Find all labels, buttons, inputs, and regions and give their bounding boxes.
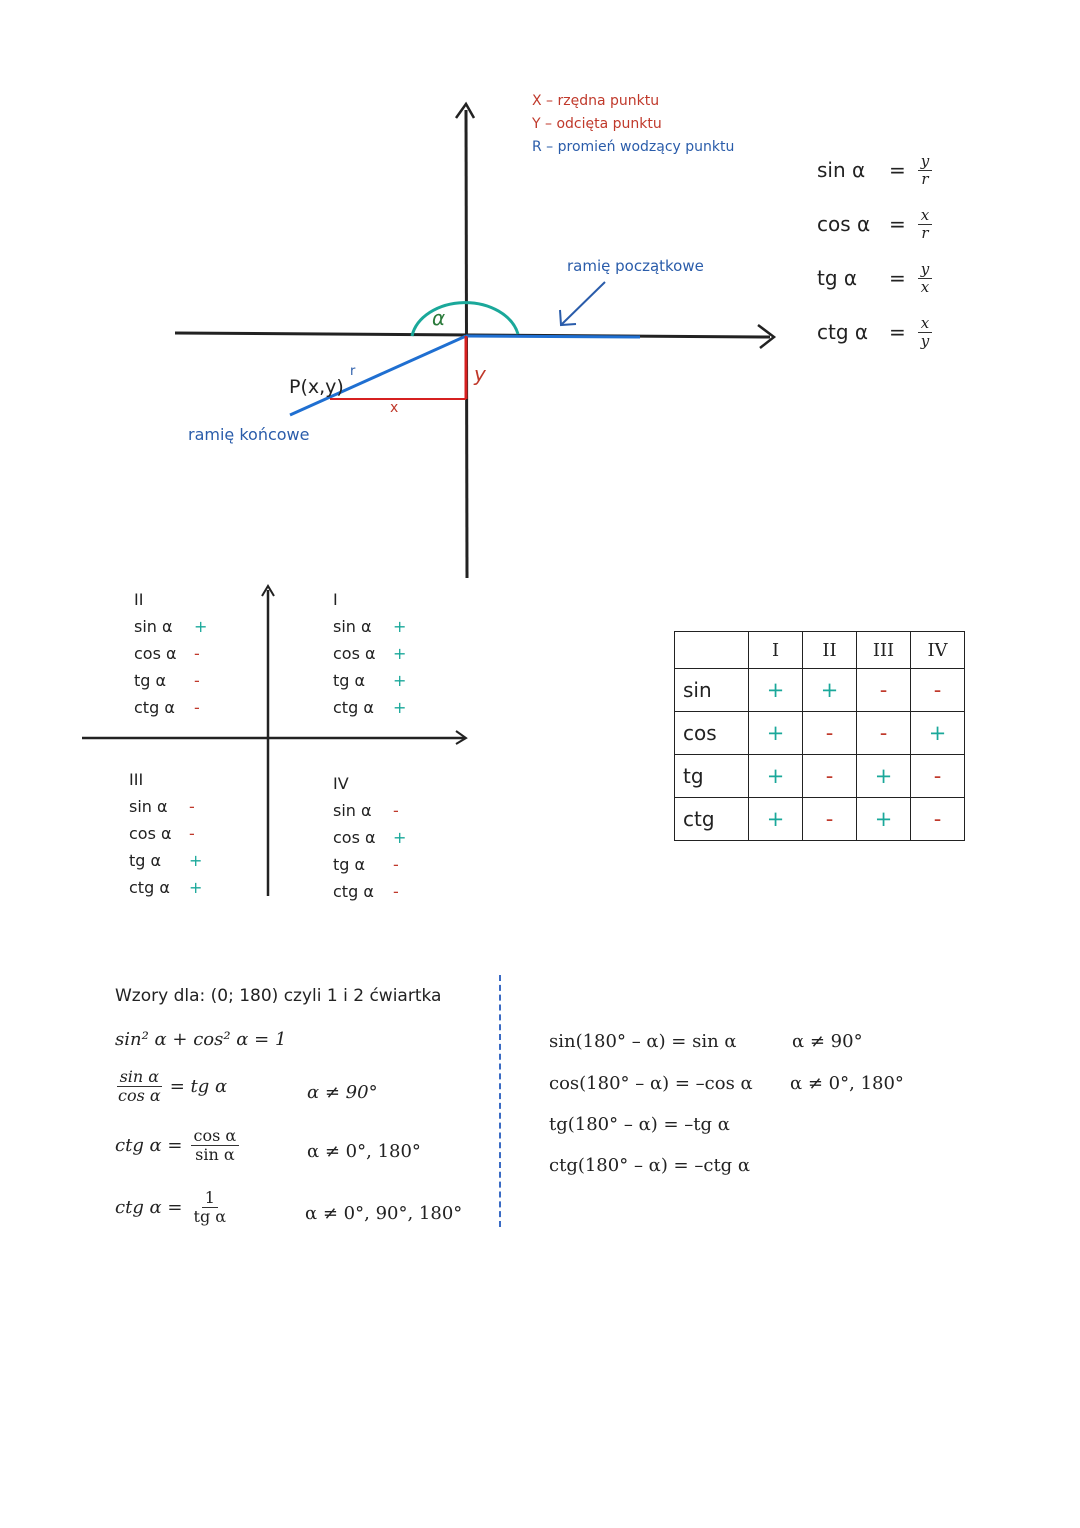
q3-row: [129, 847, 202, 874]
quadrant-ii: [134, 586, 207, 721]
q3-fn-3: ctg α: [129, 878, 170, 897]
q2-row: [134, 613, 207, 640]
table-row: [675, 755, 965, 798]
tg-rhs: = tg α: [169, 1075, 228, 1097]
q2-row: [134, 640, 207, 667]
table-row-fn: sin: [675, 669, 749, 712]
q1-row: [333, 640, 406, 667]
q3-sign-0: -: [189, 797, 195, 816]
ctg1-condition: α ≠ 0°, 180°: [307, 1141, 421, 1162]
table-row-fn: cos: [675, 712, 749, 755]
q1-fn-0: sin α: [333, 617, 372, 636]
def-cos-fn: cos α: [817, 212, 871, 236]
x-mark: x: [390, 400, 399, 416]
def-ctg-den: y: [920, 331, 930, 350]
sign-table-header-cell: IV: [911, 632, 965, 669]
q1-fn-3: ctg α: [333, 698, 374, 717]
q4-name: IV: [333, 774, 349, 793]
point-label: P(x,y): [289, 376, 344, 398]
q1-sign-3: +: [393, 698, 407, 717]
quadrant-iii: [129, 766, 202, 901]
def-sin-frac: [918, 153, 932, 187]
def-cos-den: r: [921, 223, 929, 242]
reduction-ctg: ctg(180° – α) = –ctg α: [549, 1155, 751, 1176]
tg-frac: [115, 1068, 164, 1104]
def-sin-num: y: [918, 153, 932, 171]
q2-sign-0: +: [194, 617, 208, 636]
ctg1-lhs: ctg α =: [115, 1134, 183, 1156]
reduction-cond-1: α ≠ 90°: [792, 1031, 863, 1052]
def-cos-num: x: [918, 207, 932, 225]
def-tg-fn: tg α: [817, 266, 858, 290]
reduction-tg: tg(180° – α) = –tg α: [549, 1114, 730, 1135]
table-cell: +: [857, 798, 911, 841]
q1-fn-1: cos α: [333, 644, 376, 663]
end-arm-label: ramię końcowe: [188, 425, 310, 444]
legend-y: Y – odcięta punktu: [532, 116, 662, 132]
quadrant-diagram: [0, 580, 500, 910]
sign-table: [674, 631, 965, 841]
def-tg-frac: [918, 261, 932, 295]
q1-row: [333, 613, 406, 640]
q1-row: [333, 667, 406, 694]
q4-sign-3: -: [393, 882, 399, 901]
q2-sign-2: -: [194, 671, 200, 690]
def-tg: tg α = $\frac{y}{x}$: [817, 256, 932, 300]
table-cell: +: [749, 755, 803, 798]
table-cell: +: [749, 712, 803, 755]
quadrant-iv: [333, 770, 406, 905]
def-cos: cos α = $\frac{x}{r}$: [817, 202, 932, 246]
def-ctg-frac: [918, 315, 932, 349]
table-cell: +: [911, 712, 965, 755]
table-cell: +: [749, 798, 803, 841]
quadrant-i: [333, 586, 406, 721]
sign-table-header: [675, 632, 965, 669]
q4-sign-1: +: [393, 828, 407, 847]
pythagorean-identity: sin² α + cos² α = 1: [115, 1029, 287, 1050]
initial-arm: [466, 336, 640, 337]
q4-row: [333, 878, 406, 905]
q3-sign-2: +: [189, 851, 203, 870]
q1-row: [333, 694, 406, 721]
q4-fn-3: ctg α: [333, 882, 374, 901]
legend-r: R – promień wodzący punktu: [532, 139, 735, 155]
table-cell: +: [857, 755, 911, 798]
q2-fn-1: cos α: [134, 644, 177, 663]
q3-fn-2: tg α: [129, 851, 162, 870]
reduction-cos: cos(180° – α) = –cos α: [549, 1073, 753, 1094]
table-cell: -: [803, 755, 857, 798]
tg-formula: [115, 1068, 227, 1104]
table-cell: -: [911, 755, 965, 798]
q4-row: [333, 797, 406, 824]
start-arm-pointer: [562, 282, 605, 324]
table-cell: -: [803, 712, 857, 755]
ctg-formula-1: [115, 1127, 239, 1163]
q3-row: [129, 874, 202, 901]
section-divider: [499, 975, 501, 1227]
q1-sign-0: +: [393, 617, 407, 636]
q2-row: [134, 667, 207, 694]
reduction-cond-2: α ≠ 0°, 180°: [790, 1073, 904, 1094]
q3-sign-1: -: [189, 824, 195, 843]
start-arm-label: ramię początkowe: [567, 257, 704, 275]
ctg1-num: cos α: [191, 1127, 240, 1146]
sign-table-corner: [675, 632, 749, 669]
tg-num: sin α: [117, 1068, 163, 1087]
q1-fn-2: tg α: [333, 671, 366, 690]
sign-table-header-cell: I: [749, 632, 803, 669]
ctg-formula-2: [115, 1189, 229, 1225]
alpha-label: α: [432, 306, 446, 330]
table-row: [675, 669, 965, 712]
ctg1-frac: [191, 1127, 240, 1163]
table-cell: -: [911, 669, 965, 712]
q4-fn-1: cos α: [333, 828, 376, 847]
table-cell: +: [803, 669, 857, 712]
def-sin-fn: sin α: [817, 158, 866, 182]
def-sin-den: r: [921, 169, 929, 188]
q4-row: [333, 824, 406, 851]
ctg2-den: tg α: [193, 1206, 227, 1226]
tg-condition: α ≠ 90°: [307, 1082, 378, 1103]
q2-row: [134, 694, 207, 721]
ctg2-condition: α ≠ 0°, 90°, 180°: [305, 1203, 463, 1224]
reduction-sin: sin(180° – α) = sin α: [549, 1031, 737, 1052]
def-tg-num: y: [918, 261, 932, 279]
def-tg-den: x: [920, 277, 930, 296]
q4-fn-0: sin α: [333, 801, 372, 820]
ctg2-lhs: ctg α =: [115, 1196, 183, 1218]
q2-name: II: [134, 590, 144, 609]
q4-sign-0: -: [393, 801, 399, 820]
q1-name: I: [333, 590, 338, 609]
ctg2-frac: [191, 1189, 230, 1225]
table-cell: -: [911, 798, 965, 841]
def-ctg-num: x: [918, 315, 932, 333]
table-cell: +: [749, 669, 803, 712]
q3-sign-3: +: [189, 878, 203, 897]
q2-fn-2: tg α: [134, 671, 167, 690]
table-row: [675, 798, 965, 841]
sign-table-header-cell: III: [857, 632, 911, 669]
table-cell: -: [803, 798, 857, 841]
q2-sign-1: -: [194, 644, 200, 663]
def-ctg: ctg α = $\frac{x}{y}$: [817, 310, 932, 354]
q2-fn-0: sin α: [134, 617, 173, 636]
table-row: [675, 712, 965, 755]
table-row-fn: tg: [675, 755, 749, 798]
table-cell: -: [857, 712, 911, 755]
q4-fn-2: tg α: [333, 855, 366, 874]
tg-den: cos α: [118, 1085, 161, 1105]
q3-row: [129, 820, 202, 847]
y-mark: y: [474, 362, 486, 386]
q3-name: III: [129, 770, 144, 789]
def-cos-frac: [918, 207, 932, 241]
q1-sign-2: +: [393, 671, 407, 690]
legend-x: X – rzędna punktu: [532, 93, 660, 109]
ctg2-num: 1: [202, 1189, 218, 1208]
q2-fn-3: ctg α: [134, 698, 175, 717]
q4-row: [333, 851, 406, 878]
def-ctg-fn: ctg α: [817, 320, 869, 344]
ctg1-den: sin α: [195, 1144, 235, 1164]
table-row-fn: ctg: [675, 798, 749, 841]
table-cell: -: [857, 669, 911, 712]
q2-sign-3: -: [194, 698, 200, 717]
definitions: [817, 148, 932, 354]
q4-sign-2: -: [393, 855, 399, 874]
q3-fn-0: sin α: [129, 797, 168, 816]
sign-table-header-cell: II: [803, 632, 857, 669]
q1-sign-1: +: [393, 644, 407, 663]
q3-fn-1: cos α: [129, 824, 172, 843]
def-sin: sin α = $\frac{y}{r}$: [817, 148, 932, 192]
formulas-heading: Wzory dla: (0; 180) czyli 1 i 2 ćwiartka: [115, 986, 442, 1006]
q3-row: [129, 793, 202, 820]
r-mark: r: [350, 364, 356, 379]
